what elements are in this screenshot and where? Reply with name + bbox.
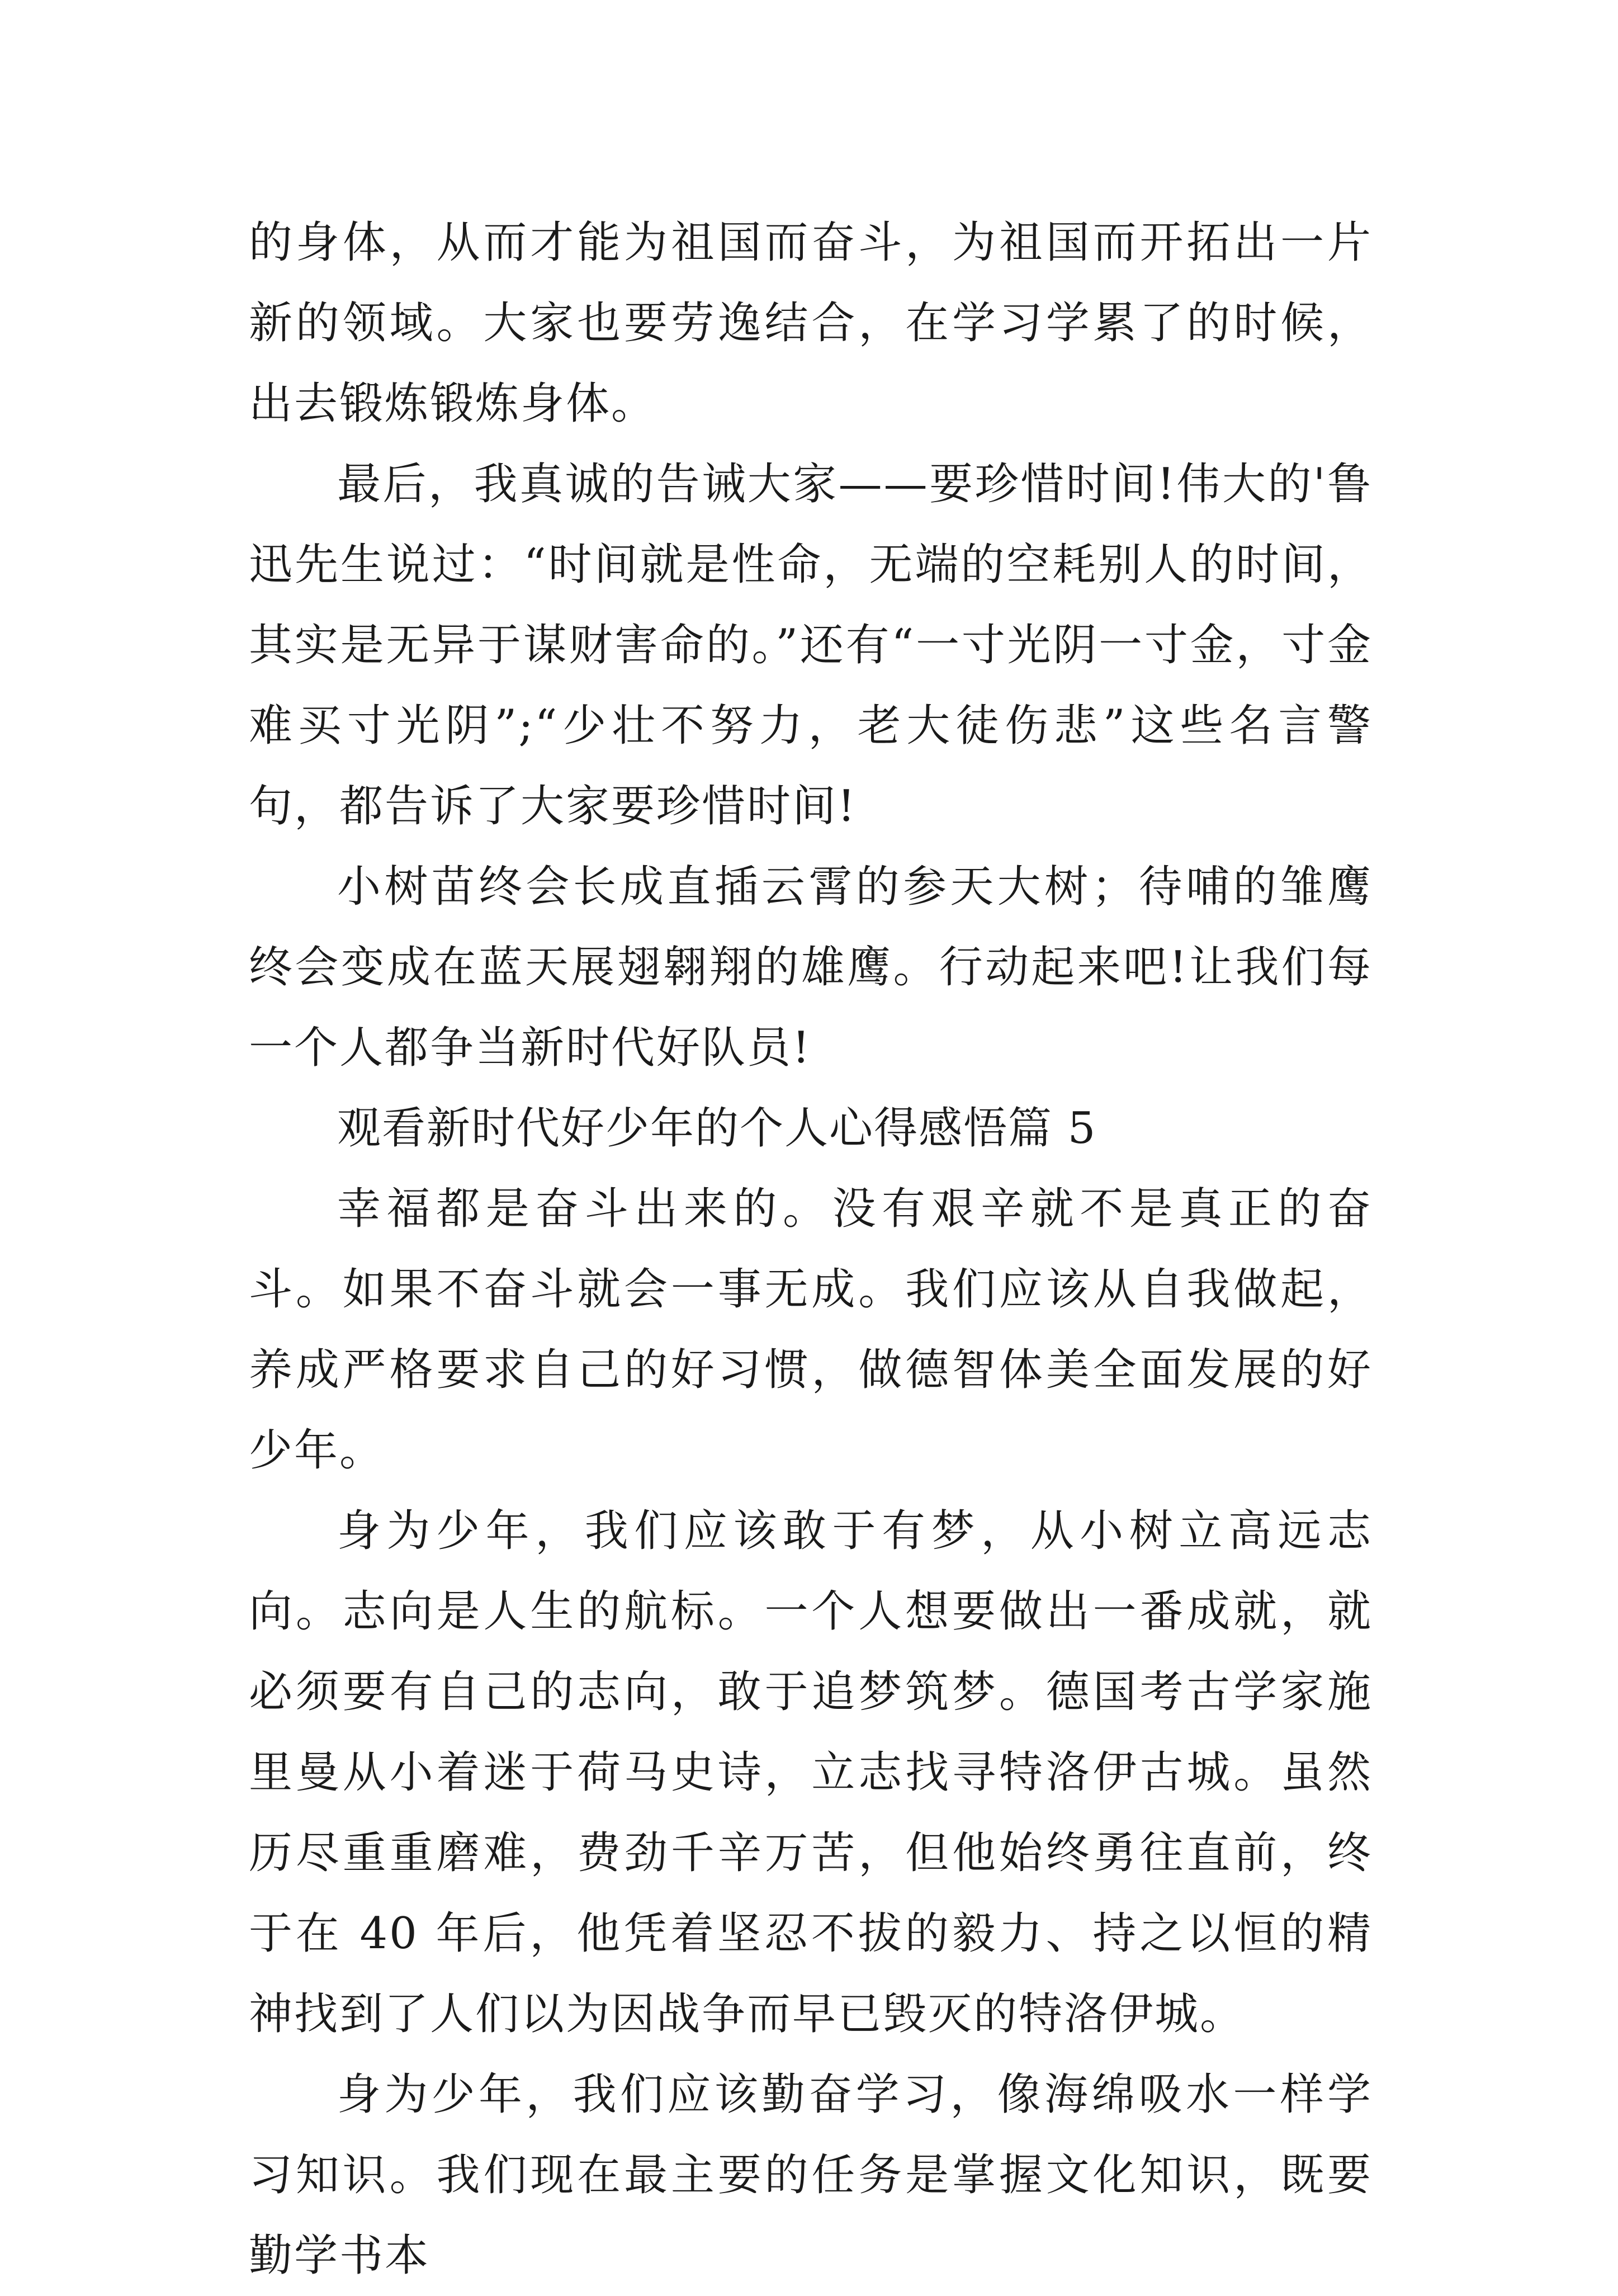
paragraph-continued: 的身体，从而才能为祖国而奋斗，为祖国而开拓出一片新的领域。大家也要劳逸结合，在学习学累了的时候，出去锻炼锻炼身体。: [249, 218, 1373, 429]
paragraph: 身为少年，我们应该勤奋学习，像海绵吸水一样学习知识。我们现在最主要的任务是掌握文化知识，既要勤学书本: [249, 2070, 1373, 2281]
paragraph: 身为少年，我们应该敢于有梦，从小树立高远志向。志向是人生的航标。一个人想要做出一番成就，就必须要有自己的志向，敢于追梦筑梦。德国考古学家施里曼从小着迷于荷马史诗，立志找寻特洛伊古城。虽然历尽重重磨难，费劲千辛万苦，但他始终勇往直前，终于在 40 年后，他凭着坚忍不拔的毅力、持之以恒的精神找到了人们以为因战争而早已毁灭的特洛伊城。: [249, 1506, 1373, 2039]
section-heading: 观看新时代好少年的个人心得感悟篇 5: [337, 1103, 1097, 1154]
document-body: [249, 202, 1373, 2296]
paragraph: 小树苗终会长成直插云霄的参天大树；待哺的雏鹰终会变成在蓝天展翅翱翔的雄鹰。行动起来吧!让我们每一个人都争当新时代好队员!: [249, 862, 1373, 1073]
paragraph: 最后，我真诚的告诫大家——要珍惜时间!伟大的'鲁迅先生说过：“时间就是性命，无端的空耗别人的时间，其实是无异于谋财害命的。”还有“一寸光阴一寸金，寸金难买寸光阴”;“少壮不努力，老大徒伤悲”这些名言警句，都告诉了大家要珍惜时间!: [249, 459, 1373, 832]
paragraph: 幸福都是奋斗出来的。没有艰辛就不是真正的奋斗。如果不奋斗就会一事无成。我们应该从自我做起，养成严格要求自己的好习惯，做德智体美全面发展的好少年。: [249, 1184, 1373, 1476]
